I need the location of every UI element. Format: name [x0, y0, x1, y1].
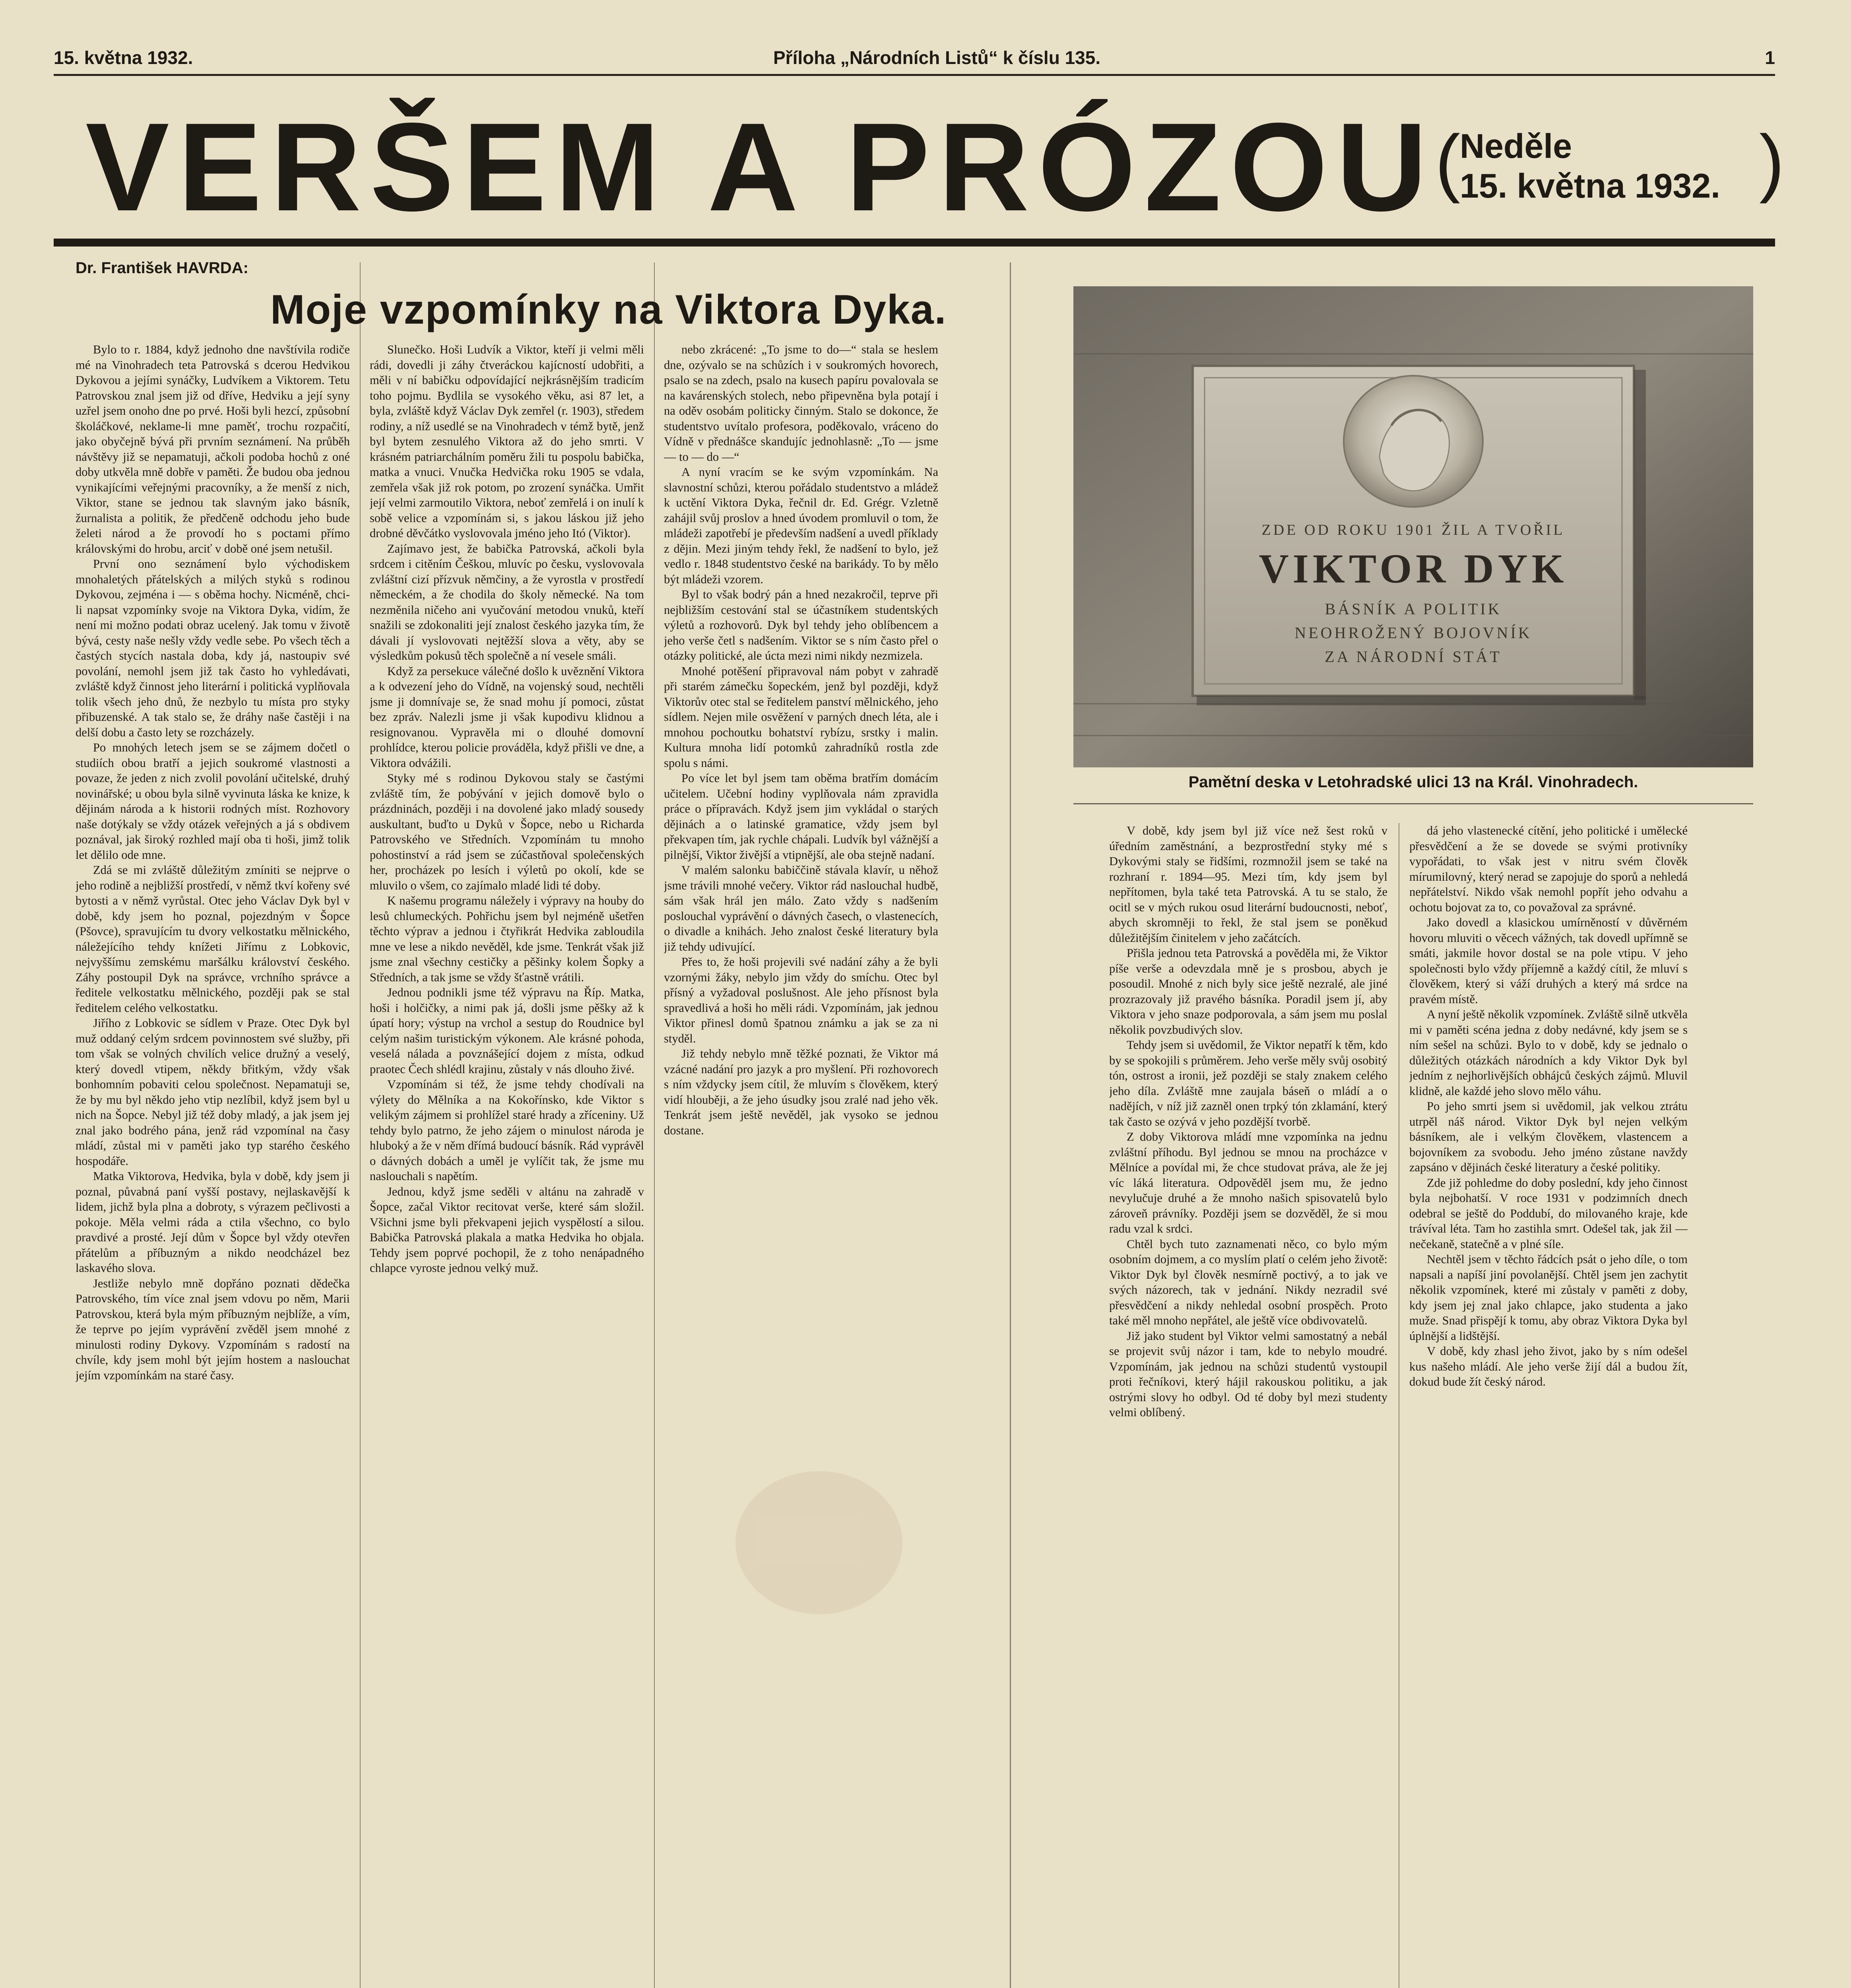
paragraph: Tehdy jsem si uvědomil, že Viktor nepatří k těm, kdo by se spokojili s průměrem. Jeho verše měly svůj osobitý tón, ostrost a ironii, jež později se staly znakem celého jeho díla. Zvláště mne zaujala báseň o mládí a o nadějích, v níž již zazněl onen trpký tón zklamání, který tak často se ozývá v jeho pozdější tvorbě. [1109, 1038, 1387, 1128]
paragraph: Nechtěl jsem v těchto řádcích psát o jeho díle, o tom napsali a napíší jiní povolanější. Chtěl jsem jen zachytit několik vzpomínek, které mi zůstaly v paměti z doby, kdy jsem jej znal jako chlapce, jako studenta a jako muže. Snad přispějí k tomu, aby obraz Viktora Dyka byl úplnější a lidštější. [1409, 1252, 1688, 1343]
edition-close-paren: ) [1759, 120, 1785, 204]
paragraph: Zde již pohledme do doby poslední, kdy jeho činnost byla nejbohatší. V roce 1931 v podzimních dnech odebral se ještě do Poddubí, do milovaného kraje, kde trávíval léta. Tam ho zastihla smrt. Odešel tak, jak žil — nečekaně, statečně a v plné síle. [1409, 1176, 1688, 1251]
column-rule [654, 262, 655, 1988]
plaque-line-2: BÁSNÍK A POLITIK [1325, 600, 1502, 618]
paragraph: V době, kdy zhasl jeho život, jako by s ním odešel kus našeho mládí. Ale jeho verše žijí dál a budou žít, dokud bude žít český národ. [1409, 1344, 1688, 1388]
paragraph: Již jako student byl Viktor velmi samostatný a nebál se projevit svůj názor i tam, kde to nebylo moudré. Vzpomínám, jak jednou na schůzi studentů vystoupil proti řečníkovi, který hájil rakouskou politiku, a jak ostrými slovy ho odbyl. Od té doby byl mezi studenty velmi oblíbený. [1109, 1329, 1387, 1419]
paragraph: Přes to, že hoši projevili své nadání záhy a že byli vzornými žáky, nebylo jim vždy do smíchu. Otec byl přísný a vyžadoval poslušnost. Ale jeho přísnost byla spravedlivá a hoši ho měli rádi. Vzpomínám, jak jednou Viktor přinesl domů špatnou známku a jak se za ni styděl. [664, 955, 938, 1045]
paragraph: Chtěl bych tuto zaznamenati něco, co bylo mým osobním dojmem, a co myslím platí o celém jeho životě: Viktor Dyk byl člověk nesmírně poctivý, a to jak ve svých názorech, tak v jednání. Nikdy nezradil své přesvědčení a nikdy nehledal osobní prospěch. Proto také měl mnoho nepřátel, ale ještě více obdivovatelů. [1109, 1237, 1387, 1327]
supplement-note: Příloha „Národních Listů“ k číslu 135. [773, 47, 1101, 68]
issue-date: 15. května 1932. [54, 47, 193, 68]
paragraph: Po mnohých letech jsem se se zájmem dočetl o studiích obou bratří a jejich soukromé vlastnosti a povaze, že jeden z nich zvolil povolání učitelské, druhý novinářské; u obou byla silně vyvinuta láska ke knize, k dějinám národa a k historii rodných míst. Rozhovory naše dotýkaly se vždy otázek veřejných a já s obdivem poznával, jak široký rozhled mají oba ti hoši, jimž tolik let dělilo ode mne. [76, 741, 350, 862]
article-author: Dr. František HAVRDA: [76, 259, 248, 277]
paragraph: Jako dovedl a klasickou umírněností v důvěrném hovoru mluviti o věcech vážných, tak dovedl upřímně se smáti, jakmile hovor dostal se na pole vtipu. V jeho společnosti bylo vždy příjemně a každý cítil, že mluví s člověkem, který si váží druhých a který má srdce na pravém místě. [1409, 916, 1688, 1006]
paragraph: V malém salonku babiččině stávala klavír, u něhož jsme trávili mnohé večery. Viktor rád naslouchal hudbě, sám však hrál jen málo. Zato vždy s nadšením poslouchal vyprávění o dávných časech, o vlastenecích, o divadle a knihách. Jeho znalost české literatury byla již tehdy udivující. [664, 863, 938, 953]
column-rule [360, 262, 361, 1988]
paragraph: Z doby Viktorova mládí mne vzpomínka na jednu zvláštní příhodu. Byl jednou se mnou na procházce v Mělníce a povídal mi, že chce studovat práva, ale že jej víc láká literatura. Odpověděl jsem mu, že jedno nevylučuje druhé a že mnoho našich spisovatelů bylo zároveň právníky. Později jsem se dozvěděl, že si mou radu vzal k srdci. [1109, 1130, 1387, 1235]
paragraph: Mnohé potěšení připravoval nám pobyt v zahradě při starém zámečku šopeckém, jenž byl později, když Viktorův otec stal se ředitelem panství mělnického, jeho sídlem. Nejen mile osvěžení v parných dnech léta, ale i mnohou pochoutku bohatství rybízu, srstky i malin. Kultura mnoha lidí potomků zahradníků rostla zde spolu s námi. [664, 664, 938, 770]
article-column-1 [76, 342, 350, 1988]
article-column-3 [664, 342, 938, 1988]
paragraph: Vzpomínám si též, že jsme tehdy chodívali na výlety do Mělníka a na Kokořínsko, kde Viktor s velikým zájmem si prohlížel staré hrady a zříceniny. Už tehdy bylo patrno, že jeho zájem o minulost národa je hluboký a že v něm dřímá budoucí básník. Rád vyprávěl o dávných dobách a uměl je vylíčit tak, že jsme mu naslouchali s napětím. [370, 1077, 644, 1183]
column-rule [1010, 262, 1011, 1988]
paragraph: dá jeho vlastenecké cítění, jeho politické i umělecké přesvědčení a že se dovede se svými protivníky vypořádati, to však jest v nitru svém člověk mírumilovný, který nerad se zapojuje do sporů a nehledá nepřátelství. Nikdo však nemohl popřít jeho odvahu a ochotu bojovat za to, co považoval za správné. [1409, 824, 1688, 914]
article-column-4 [1109, 823, 1387, 1988]
paragraph: Přišla jednou teta Patrovská a pověděla mi, že Viktor píše verše a odevzdala mně je s prosbou, abych je posoudil. Mnohé z nich byly sice ještě nezralé, ale jiné prozrazovaly již pravého básníka. Poradil jsem jí, aby Viktora v jeho snaze podporovala, a sám jsem mu poslal několik povzbudivých slov. [1109, 946, 1387, 1037]
paragraph: Po více let byl jsem tam oběma bratřím domácím učitelem. Učební hodiny vyplňovala nám zpravidla práce o přípravách. Když jsem jim vykládal o starých dějinách a o latinské gramatice, vždy jsem byl překvapen tím, jak rychle chápali. Ludvík byl vážnější a pilnější, Viktor živější a vtipnější, ale oba stejně nadaní. [664, 771, 938, 862]
paragraph: Slunečko. Hoši Ludvík a Viktor, kteří ji velmi měli rádi, dovedli ji záhy čtveráckou kajícností udobřiti, a měli v ní babičku odpovídající nejkrásnějším tradicím toho pojmu. Bydlila se vysokého věku, asi 87 let, a byla, zvláště když Václav Dyk zemřel (r. 1903), středem rodiny, a níž usedlé se na Vinohradech v témž bytě, jenž byl bytem zesnulého Viktora až do jeho smrti. V krásném patriarchálním poměru žili tu pospolu babička, matka a vnuci. Vnučka Hedvička roku 1905 se vdala, zemřela však již rok potom, po zrození synáčka. Umřit její velmi zarmoutilo Viktora, neboť zemřelá i on inulí k sobě velice a vzpomínám si, s jakou láskou již jeho drobné děvčátko vyslovovala jméno jeho Itó (Viktor). [370, 343, 644, 540]
paragraph: Již tehdy nebylo mně těžké poznati, že Viktor má vzácné nadání pro jazyk a pro myšlení. Při rozhovorech s ním vždycky jsem cítil, že mluvím s člověkem, který vidí hlouběji, a že jeho úsudky jsou zralé nad jeho věk. Tenkrát jsem ještě nevěděl, jak vysoko se jednou dostane. [664, 1047, 938, 1137]
paragraph: Když za persekuce válečné došlo k uvěznění Viktora a k odvezení jeho do Vídně, na vojenský soud, nechtěli jsme ji domnívaje se, že snad mohu jí pomoci, zůstat bez zpráv. Nalezli jsme ji však kupodivu klidnou a resignovanou. Vypravěla mi o dlouhé domovní prohlídce, kterou policie prováděla, když přišli ve dne, a Viktora odvážili. [370, 664, 644, 770]
plaque-photo-image [1073, 286, 1753, 767]
page-number: 1 [1765, 47, 1775, 68]
plaque-line-3: NEOHROŽENÝ BOJOVNÍK [1294, 624, 1532, 642]
plaque-line-4: ZA NÁRODNÍ STÁT [1325, 648, 1502, 666]
edition-open-paren: ( [1435, 120, 1461, 204]
paragraph: V době, kdy jsem byl již více než šest roků v úředním zaměstnání, a bezprostřední styky mé s Dykovými staly se řidšími, rozmnožil jsem se také na rozhraní r. 1894—95. Mezi tím, kdy jsem byl nepřítomen, byla také teta Patrovská. A tu se stalo, že ocitl se v mých rukou osud literární budoucnosti, neboť, abych skromněji to řekl, že stal jsem se poněkud důležitějším činitelem v jeho začátcích. [1109, 824, 1387, 945]
paragraph: nebo zkrácené: „To jsme to do—“ stala se heslem dne, ozývalo se na schůzích i v soukromých hovorech, psalo se na zdech, psalo na kusech papíru povalovala se na kavárenských stolech, nebo připevněna byla potají i na oděv osobám politicky činným. Stalo se dokonce, že studentstvo uvítalo profesora, poděkovalo, vráceno do Vídně v přednášce skandujíc jednohlasně: „To — jsme — to — do —“ [664, 343, 938, 464]
article-headline: Moje vzpomínky na Viktora Dyka. [270, 287, 947, 333]
paragraph: Zajímavo jest, že babička Patrovská, ačkoli byla srdcem i citěním Češkou, mluvíc po česku, vyslovovala zvláštní cizí přízvuk němčiny, a že vyrostla v prostředí německém, a že chodila do školy německé. Na tom nezměnila ničeho ani vyučování metodou vnuků, kteří snažili se zdokonaliti její znalost českého jazyka tím, že dávali jí vyslovovati nejtěžší slova a věty, aby se výsledkům pokusů těch společně a ní vesele smáli. [370, 542, 644, 662]
paragraph: Po jeho smrti jsem si uvědomil, jak velkou ztrátu utrpěl náš národ. Viktor Dyk byl nejen velkým básníkem, ale i velkým člověkem, vlastencem a bojovníkem za svobodu. Jeho jméno zůstane navždy zapsáno v dějinách české literatury a české politiky. [1409, 1099, 1688, 1174]
paragraph: A nyní ještě několik vzpomínek. Zvláště silně utkvěla mi v paměti scéna jedna z doby nedávné, kdy jsem se s ním sešel na schůzi. Bylo to v době, kdy se jednalo o důležitých otázkách národních a kdy Viktor Dyk byl jedním z nejhorlivějších obhájců českých zájmů. Mluvil klidně, ale každé jeho slovo mělo váhu. [1409, 1008, 1688, 1098]
paragraph: Bylo to r. 1884, když jednoho dne navštívila rodiče mé na Vinohradech teta Patrovská s dcerou Hedvikou Dykovou a jejími synáčky, Ludvíkem a Viktorem. Tetu Patrovskou znal jsem již od dříve, Hedviku a její syny uzřel jsem onoho dne po prvé. Hoši byli hezcí, způsobní školáčkové, neklame-li mne paměť, trochu rozpačití, jako obyčejně bývá při prvním seznámení. Na průběh návštěvy již se nepamatuji, ačkoli podoba hochů z oné doby utkvěla mně dobře v paměti. Že budou oba jednou vynikajícími veřejnými pracovníky, a že menší z nich, Viktor, stane se jednou tak slavným jako básník, žurnalista a politik, že předčeně odchodu jeho bude želeti národ a že provodí ho s poctami přímo královskými do hrobu, arciť v době oné jsem netušil. [76, 343, 350, 555]
plaque-photo [1073, 286, 1753, 767]
top-rule [54, 74, 1775, 76]
photo-caption: Pamětní deska v Letohradské ulici 13 na Král. Vinohradech. [1188, 773, 1638, 791]
article-column-2 [370, 342, 644, 1988]
plaque-name: VIKTOR DYK [1259, 546, 1568, 592]
edition-day: 15. května 1932. [1460, 167, 1721, 205]
paragraph: Matka Viktorova, Hedvika, byla v době, kdy jsem ji poznal, půvabná paní vyšší postavy, nejlaskavější k lidem, jichž byla plna a dobroty, s výrazem pečlivosti a pokoje. Měla velmi ráda a ctila všechno, co bylo pravdivé a prosté. Její dům v Šopce byl vždy otevřen přátelům a příbuzným a nikdo neodcházel bez laskavého slova. [76, 1169, 350, 1275]
paragraph: Jednou podnikli jsme též výpravu na Říp. Matka, hoši i holčičky, a nimi pak já, došli jsme pěšky až k úpatí hory; výstup na vrchol a sestup do Roudnice byl celým našim turistickým výkonem. Ale krásné pohoda, veselá nálada a povznášející dojem z místa, odkud praotec Čech shlédl krajinu, zůstaly v nás dlouho živé. [370, 986, 644, 1076]
paragraph: Styky mé s rodinou Dykovou staly se častými zvláště tím, že pobývání v jejich domově bylo o prázdninách, později i na dovolené jako mladý sousedy auskultant, buďto u Dyků v Šopce, nebo u Richarda Patrovského ve Středních. Vzpomínám tu mnoho pohostinství a rád jsem se zúčastňoval společenských her, procházek po lesích i výletů po okolí, kde se mluvilo o všem, co zajímalo mladé lidi té doby. [370, 771, 644, 892]
paragraph: A nyní vracím se ke svým vzpomínkám. Na slavnostní schůzi, kterou pořádalo studentstvo a mládež k uctění Viktora Dyka, řečnil dr. Ed. Grégr. Vzletně zahájil svůj proslov a hned úvodem promluvil o tom, že mládeži zapotřebí je především nadšení a uvedl příklady z dějin. Mezi jiným tehdy řekl, že nadšení to bylo, jež vedlo r. 1848 studentstvo české na barikády. To by mělo být mládeži vzorem. [664, 465, 938, 586]
paragraph: K našemu programu náležely i výpravy na houby do lesů chlumeckých. Pohřichu jsem byl nejméně ušetřen těchto výprav a jednou i čtyřikrát Hedvika zabloudila mne ve lese a nikdo nevěděl, kde jsme. Tenkrát však již jsme znal všechny cestičky a pěšinky kolem Šopky a Středních, a tak jsme se vždy šťastně vrátili. [370, 894, 644, 984]
article-column-5 [1409, 823, 1688, 1988]
paragraph: První ono seznámení bylo východiskem mnohaletých přátelských a milých styků s rodinou Dykovou, zejména i — s oběma hochy. Nicméně, chci-li napsat vzpomínky svoje na Viktora Dyka, vidím, že není mi možno podati obraz ucelený. Jak tomu v životě bývá, cesty naše nešly vždy vedle sebe. Po všech těch a častých stycích nastala doba, kdy já, nastoupiv své povolání, nemohl jsem již tak často ho vyhledávati, zvláště když činnost jeho literární i politická vyplňovala tolik všech jeho dnů, že nezbylo tu místa pro styky přibuzenské. A tak stalo se, že dráhy naše častěji i na delší dobu a často lety se rozcházely. [76, 557, 350, 739]
running-head [54, 47, 1775, 75]
paragraph: Jestliže nebylo mně dopřáno poznati dědečka Patrovského, tím více znal jsem vdovu po něm, Marii Patrovskou, která byla mým příbuzným nejblíže, a vím, že teprve po jejím vyprávění zvěděl jsem mnohé z minulosti rodiny Dykovy. Vzpomínám s radostí na chvíle, kdy jsem mohl být jejím hostem a naslouchat jejím vzpomínkám na staré časy. [76, 1276, 350, 1382]
masthead-title: VERŠEM A PRÓZOU [85, 97, 1436, 237]
plaque-line-1: ZDE OD ROKU 1901 ŽIL A TVOŘIL [1261, 522, 1565, 538]
paragraph: Zdá se mi zvláště důležitým zmíniti se nejprve o jeho rodině a nejbližší prostředí, v němž tkví kořeny své bytosti a v němž vyrůstal. Otec jeho Václav Dyk byl v době, kdy jsem ho poznal, pojezdným v Šopce (Pšovce), spravujícím tu dvory velkostatku mělnického, náležejícího tehdy knížeti Jiřímu z Lobkovic, nejvyššímu zemskému maršálku království českého. Záhy postoupil Dyk na správce, vrchního správce a ředitele velkostatku mělnického, později pak se stal ředitelem celého velkostatku. [76, 863, 350, 1015]
masthead-rule [54, 239, 1775, 247]
caption-rule [1073, 803, 1753, 804]
paragraph: Byl to však bodrý pán a hned nezakročil, teprve při nejbližším cestování stal se účastníkem studentských výletů a rozhovorů. Dyk byl tehdy jeho oblíbencem a jeho verše četl s nadšením. Viktor se s ním často přel o otázky politické, ale úcta mezi nimi nikdy nezmizela. [664, 588, 938, 662]
paragraph: Jiřího z Lobkovic se sídlem v Praze. Otec Dyk byl muž oddaný celým srdcem povinnostem své služby, při tom však se volných chvilích velice družný a veselý, který dovedl vtipem, někdy břitkým, vždy však bonhomním pobaviti celou společnost. Nepamatuji se, že by mu byl někdo jeho vtip nezlíbil, když jsem byl u nich na Šopce. Nebyl již též doby mladý, a jak jsem jej znal jako bodrého pána, jenž rád vzpomínal na časy mládí, zůstal mi v paměti jako typ starého českého hospodáře. [76, 1016, 350, 1168]
paragraph: Jednou, když jsme seděli v altánu na zahradě v Šopce, začal Viktor recitovat verše, které sám složil. Všichni jsme byli překvapeni jejich vyspělostí a silou. Babička Patrovská plakala a matka Hedvika ho objala. Tehdy jsem poprvé pochopil, že z toho nenápadného chlapce vyroste jednou velký muž. [370, 1184, 644, 1275]
edition-weekday: Neděle [1460, 127, 1572, 165]
